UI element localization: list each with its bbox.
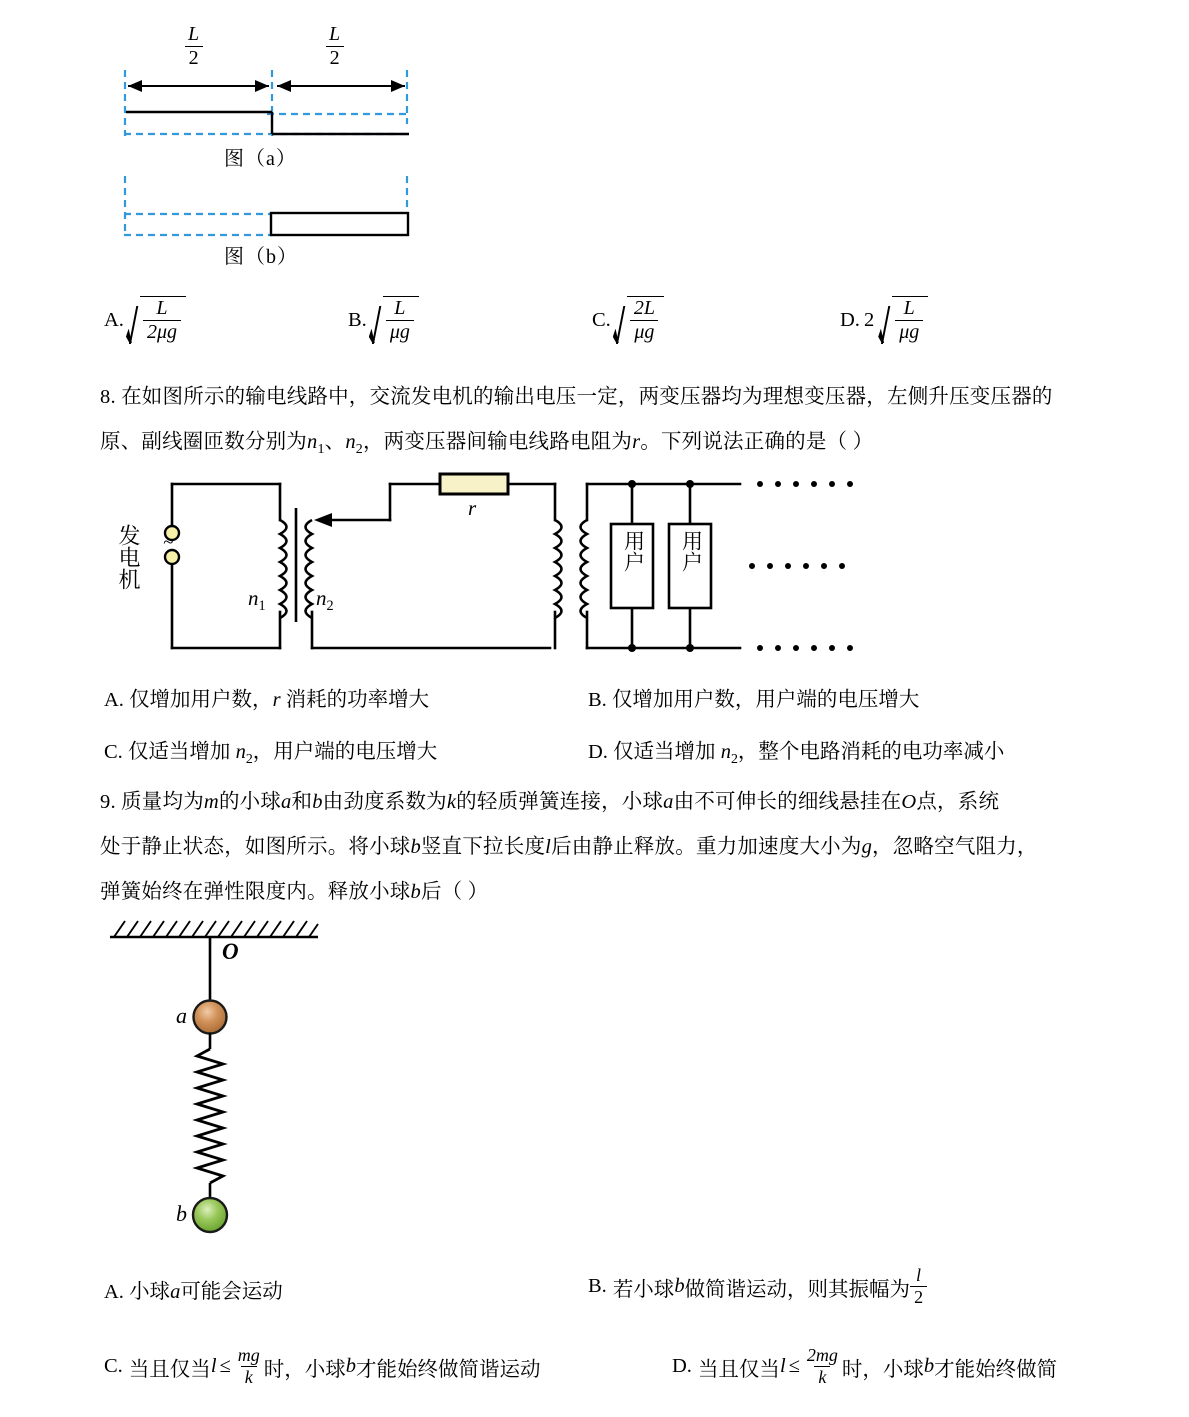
option-8-A-text-b: 消耗的功率增大: [280, 689, 430, 711]
question-8-number: 8.: [100, 386, 116, 408]
option-7-B-sqrt: [369, 296, 419, 345]
question-9-stem-line3: 弹簧始终在弹性限度内。释放小球b后（ ）: [100, 881, 489, 903]
option-9-C-fraction: $\frac{mg}{k}$: [237, 1345, 260, 1388]
option-8-D-sub: 2: [730, 752, 738, 768]
option-9-D-label: D.: [672, 1355, 692, 1378]
option-7-D-den: μg: [895, 320, 923, 343]
ball-a: [194, 1001, 227, 1034]
coil-primary-n1: [280, 520, 287, 618]
question-8-stem-text2a: 原、副线圈匝数分别为: [100, 431, 307, 453]
q9-l: l: [545, 836, 552, 858]
question-9-stem-line2: 处于静止状态，如图所示。将小球b竖直下拉长度l后由静止释放。重力加速度大小为g，忽略空气阻力，: [100, 836, 1038, 858]
ellipsis-bottom: [757, 645, 853, 651]
coil-secondary-n2: [306, 520, 313, 618]
option-9-B-label: B.: [588, 1275, 607, 1298]
q9-O: O: [901, 791, 917, 813]
generator-label: 发电机: [116, 524, 141, 590]
option-8-D[interactable]: [588, 734, 1004, 768]
question-8-n2-sub: 2: [355, 442, 363, 458]
question-8-stem-text1: 在如图所示的输电线路中，交流发电机的输出电压一定，两变压器均为理想变压器，左侧升压变压器的: [121, 386, 1053, 408]
option-8-C-text-a: 仅适当增加: [127, 741, 236, 763]
option-9-A[interactable]: A. 小球a可能会运动: [104, 1281, 283, 1303]
option-7-B-label: B.: [348, 309, 367, 332]
question-8-n1-sub: 1: [317, 442, 325, 458]
junction-dot-2: [686, 480, 694, 488]
question-9-stem: [100, 780, 1110, 915]
dim-right-den: 2: [326, 46, 344, 69]
ac-symbol: ~: [163, 532, 174, 553]
arrowhead-right-a: [277, 80, 291, 92]
question-8-stem: [100, 375, 1100, 472]
option-9-C[interactable]: C. 当且仅当 l ≤ $\frac{mg}{k}$ 时，小球 b 才能始终做简谐运动: [104, 1345, 541, 1388]
q9-ball-a2: a: [663, 791, 674, 813]
circuit-diagram-svg: [100, 462, 900, 662]
question-8-stem-comma: 、: [324, 431, 346, 453]
question-8-stem-text2c: ，两变压器间输电线路电阻为: [362, 431, 633, 453]
junction-dot-1: [628, 480, 636, 488]
label-point-O: O: [222, 939, 239, 964]
option-9-B-fraction: $\frac{l}{2}$: [910, 1266, 927, 1307]
option-8-D-sym: n: [720, 741, 731, 763]
figure-a-caption: 图（a）: [224, 148, 297, 170]
coil-right-primary: [555, 520, 562, 618]
tap-arrowhead: [314, 513, 332, 527]
option-7-D-num: L: [903, 297, 915, 319]
junction-dot-3: [628, 644, 636, 652]
option-8-B-label: B.: [588, 689, 607, 711]
option-8-C-label: C.: [104, 741, 123, 763]
ellipsis-top: [757, 481, 853, 487]
arrowhead-right-b: [391, 80, 405, 92]
option-7-A-label: A.: [104, 309, 124, 332]
label-ball-b: b: [176, 1201, 187, 1226]
question-9-number: 9.: [100, 791, 116, 813]
option-7-D[interactable]: [840, 296, 928, 345]
coil-right-secondary: [581, 520, 588, 618]
dim-left-den: 2: [185, 46, 203, 69]
question-8-stem-line1: [100, 375, 1100, 420]
option-9-B[interactable]: B. 若小球 b 做简谐运动，则其振幅为 $\frac{l}{2}$: [588, 1266, 927, 1307]
option-7-D-label: D.: [840, 309, 860, 332]
option-8-D-text-b: ，整个电路消耗的电功率减小: [737, 741, 1005, 763]
resistor-label-r: r: [468, 496, 477, 520]
ceiling-hatching: [114, 921, 318, 937]
circuit-diagram-container: [100, 462, 900, 667]
option-8-A[interactable]: [104, 682, 429, 712]
option-9-D[interactable]: D. 当且仅当 l ≤ $\frac{2mg}{k}$ 时，小球 b 才能始终做简: [672, 1345, 1058, 1388]
figure-b-caption: 图（b）: [224, 246, 298, 268]
option-8-B-text-a: 仅增加用户数，用户端的电压增大: [611, 689, 920, 711]
rod-b: [271, 213, 408, 235]
option-7-C-den: μg: [630, 320, 658, 343]
option-8-C-sub: 2: [245, 752, 253, 768]
ellipsis-middle: [749, 563, 845, 569]
option-8-C[interactable]: [104, 734, 437, 768]
option-7-C[interactable]: [592, 296, 664, 345]
arrowhead-left-a: [128, 80, 142, 92]
option-7-A[interactable]: [104, 296, 186, 345]
spring-figure-svg: [100, 915, 350, 1255]
q9-g: g: [861, 836, 873, 858]
option-8-D-label: D.: [588, 741, 608, 763]
option-8-D-text-a: 仅适当增加: [613, 741, 721, 763]
coil-label-n2: $n_2$: [316, 586, 334, 615]
spring-figure-container: [100, 915, 350, 1260]
option-7-C-sqrt: [613, 296, 664, 345]
option-7-D-sqrt: [878, 296, 928, 345]
option-7-B[interactable]: [348, 296, 419, 345]
option-7-B-num: L: [394, 297, 406, 319]
option-8-C-sym: n: [235, 741, 246, 763]
option-7-A-num: L: [156, 297, 168, 319]
option-7-A-sqrt: [126, 296, 186, 345]
option-8-A-label: A.: [104, 689, 124, 711]
dim-label-right: [325, 24, 344, 69]
resistor-r: [440, 474, 508, 494]
q9-m: m: [203, 791, 219, 813]
question-7-options: [0, 288, 1189, 350]
figure-7-svg: [112, 24, 532, 264]
option-7-D-coefficient: 2: [863, 309, 875, 332]
load-label-2: 用户: [679, 530, 704, 572]
option-9-C-label: C.: [104, 1355, 123, 1378]
load-label-1: 用户: [621, 530, 646, 572]
junction-dot-4: [686, 644, 694, 652]
q9-k: k: [446, 791, 457, 813]
figure-7-container: [112, 23, 532, 268]
question-8-n1: n: [307, 431, 318, 453]
option-8-A-text-a: 仅增加用户数，: [129, 689, 273, 711]
option-9-A-label: A.: [104, 1281, 124, 1303]
option-7-A-den: 2μg: [143, 320, 181, 343]
dim-right-num: L: [329, 23, 341, 45]
question-9-stem-line1: 9. 质量均为m的小球a和b由劲度系数为k的轻质弹簧连接，小球a由不可伸长的细线悬挂在O点，系统: [100, 791, 1000, 813]
ball-b: [193, 1198, 227, 1232]
option-7-B-den: μg: [386, 320, 414, 343]
dim-left-num: L: [188, 23, 200, 45]
option-7-C-label: C.: [592, 309, 611, 332]
option-7-C-num: 2L: [633, 297, 655, 319]
coil-label-n1: $n_1$: [248, 586, 266, 615]
q9-ball-b: b: [312, 791, 323, 813]
q9-ball-a: a: [281, 791, 292, 813]
question-8-n2: n: [345, 431, 356, 453]
question-8-r: r: [632, 431, 641, 453]
spring: [197, 1049, 223, 1183]
option-8-A-sym: r: [272, 689, 281, 711]
arrowhead-left-b: [255, 80, 269, 92]
question-8-stem-text2d: 。下列说法正确的是（ ）: [640, 431, 874, 453]
option-8-C-text-b: ，用户端的电压增大: [252, 741, 438, 763]
dim-label-left: [184, 24, 203, 69]
option-9-D-fraction: $\frac{2mg}{k}$: [806, 1345, 838, 1388]
label-ball-a: a: [176, 1003, 187, 1028]
option-8-B[interactable]: [588, 682, 919, 712]
